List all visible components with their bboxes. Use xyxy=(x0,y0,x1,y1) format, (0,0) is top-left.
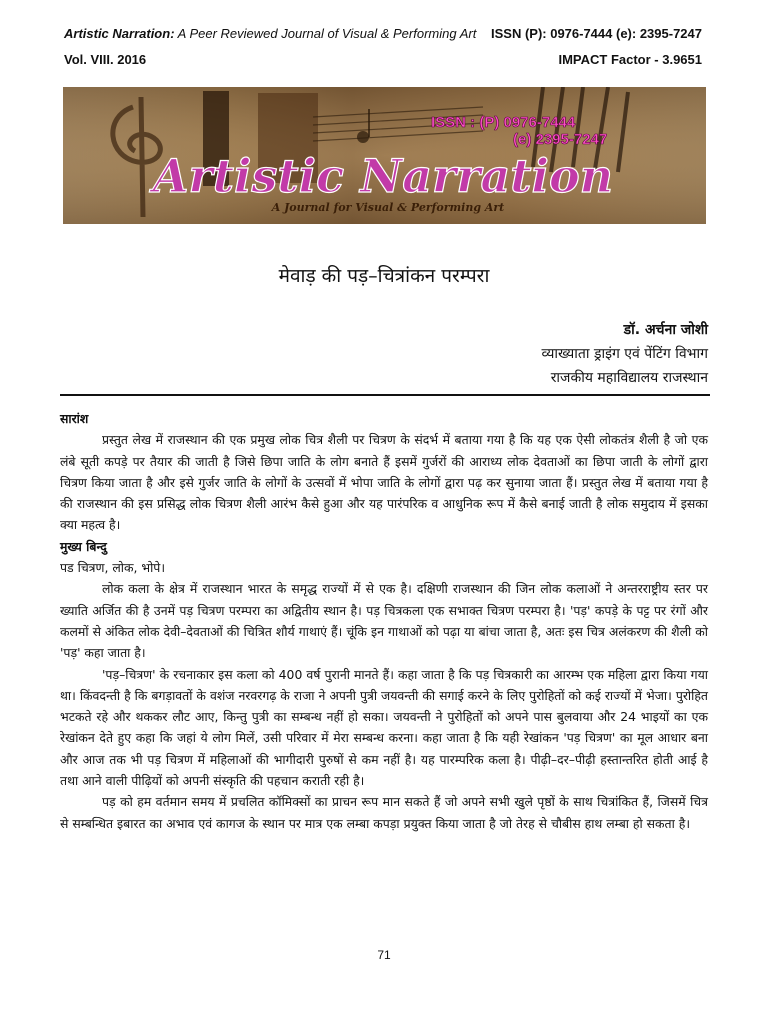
banner-issn-line1: ISSN : (P) 0976-7444 xyxy=(431,114,576,131)
impact-factor-text: IMPACT Factor - 3.9651 xyxy=(558,52,702,67)
journal-subtitle: A Peer Reviewed Journal of Visual & Performing Art xyxy=(174,26,477,41)
author-name: डॉ. अर्चना जोशी xyxy=(623,322,708,338)
keywords-text: पड चित्रण, लोक, भोपे। xyxy=(60,560,166,576)
banner-title: Artistic Narration xyxy=(152,149,614,203)
journal-header xyxy=(64,26,476,41)
author-institution: राजकीय महाविद्यालय राजस्थान xyxy=(550,370,708,386)
banner-subtitle: A Journal for Visual & Performing Art xyxy=(271,201,505,214)
music-note-icon xyxy=(357,131,369,143)
abstract-paragraph: प्रस्तुत लेख में राजस्थान की एक प्रमुख लोक चित्र शैली पर चित्रण के संदर्भ में बताया गया है कि यह एक ऐसी लोकतंत्र शैली है जो एक लंबे सूती कपड़े पर तैयार की जाती है जिसे छिपा जाति के लोग बनाते हैं इसमें गुर्जरों की आराध्य लोक देवताओं का छिपा जाती के लोगों द्वारा चित्रण किया जाता है और इसे गुर्जर जाति के लोगों के उत्सवों में भोपा जाति के लोगों द्वारा पढ़ कर सुनाया जाता हैं। प्रस्तुत लेख में बताया गया है की राजस्थान की इस प्रसिद्ध लोक चित्रण शैली आरंभ कैसे हुआ और यह पारंपरिक व आधुनिक रूप में कैसे बनाई जाती है लोक समुदाय में इसका क्या महत्व है। xyxy=(60,432,708,533)
journal-name: Artistic Narration: xyxy=(64,26,175,41)
issn-text: ISSN (P): 0976-7444 (e): 2395-7247 xyxy=(490,26,702,41)
banner-issn-line2: (e) 2395-7247 xyxy=(513,131,608,148)
article-body xyxy=(60,408,708,834)
divider-rule xyxy=(60,394,710,396)
journal-banner xyxy=(63,87,706,224)
page-number: 71 xyxy=(377,948,391,962)
body-paragraph-3: पड़ को हम वर्तमान समय में प्रचलित कॉमिक्सों का प्राचन रूप मान सकते हैं जो अपने सभी खुले पृष्ठों के साथ चित्रांकित हैं, जिसमें चित्र से सम्बन्धित इबारत का अभाव एवं कागज के स्थान पर मात्र एक लम्बा कपड़ा प्रयुक्त किया जाता है जो तेरह से चौबीस हाथ लम्बा हो सकता है। xyxy=(60,794,708,831)
body-paragraph-2: 'पड़–चित्रण' के रचनाकार इस कला को 400 वर्ष पुरानी मानते हैं। कहा जाता है कि पड़ चित्रकारी का आरम्भ एक महिला द्वारा किया गया था। किंवदन्ती है कि बगड़ावतों के वशंज नरवरगढ़ के राजा ने अपनी पुत्री जयवन्ती की सगाई करने के लिए पुरोहितों को कई राज्यों में भेजा। पुरोहित भटकते रहे और थककर लौट आए, किन्तु पुत्री का सम्बन्ध नहीं हो सका। जयवन्ती ने पुरोहितों को अपने पास बुलवाया और 24 भाइयों का एक रेखांकन देते हुए कहा कि जहां ये लोग मिलें, उसी परिवार में मेरा सम्बन्ध करना। कहा जाता है कि यही रेखांकन 'पड़ चित्रण' का मूल आधार बना और आज तक भी पड़ चित्रण में महिलाओं की भागीदारी पुरुषों से कम नहीं है। यह पारम्परिक कला है। पीढ़ी–दर–पीढ़ी हस्तान्तरित होती आई है तथा आने वाली पीढ़ियों को अपनी संस्कृति की पहचान कराती रही है। xyxy=(60,666,708,789)
author-block xyxy=(541,318,708,390)
volume-text: Vol. VIII. 2016 xyxy=(64,52,147,67)
article-title: मेवाड़ की पड़–चित्रांकन परम्परा xyxy=(278,265,490,287)
abstract-heading: सारांश xyxy=(60,411,89,426)
author-designation: व्याख्याता ड्राइंग एवं पेंटिंग विभाग xyxy=(541,346,708,362)
keypoints-heading: मुख्य बिन्दु xyxy=(60,538,107,554)
body-paragraph-1: लोक कला के क्षेत्र में राजस्थान भारत के समृद्ध राज्यों में से एक है। दक्षिणी राजस्थान की जिन लोक कलाओं ने अन्तरराष्ट्रीय स्तर पर ख्याति अर्जित की है उनमें पड़ चित्रण परम्परा का अद्वितीय स्थान है। पड़ चित्रकला एक सभाक्त चित्रण परम्परा है। 'पड़' कपड़े के पट्ट पर रंगों और कलमों से अंकित लोक देवी–देवताओं की चित्रित शौर्य गाथाएं हैं। चूंकि इन गाथाओं को पढ़ा या बांचा जाता है, अतः इस चित्र अलंकरण की शैली को 'पड़' कहा जाता है। xyxy=(60,581,708,661)
banner-artwork xyxy=(63,87,706,224)
